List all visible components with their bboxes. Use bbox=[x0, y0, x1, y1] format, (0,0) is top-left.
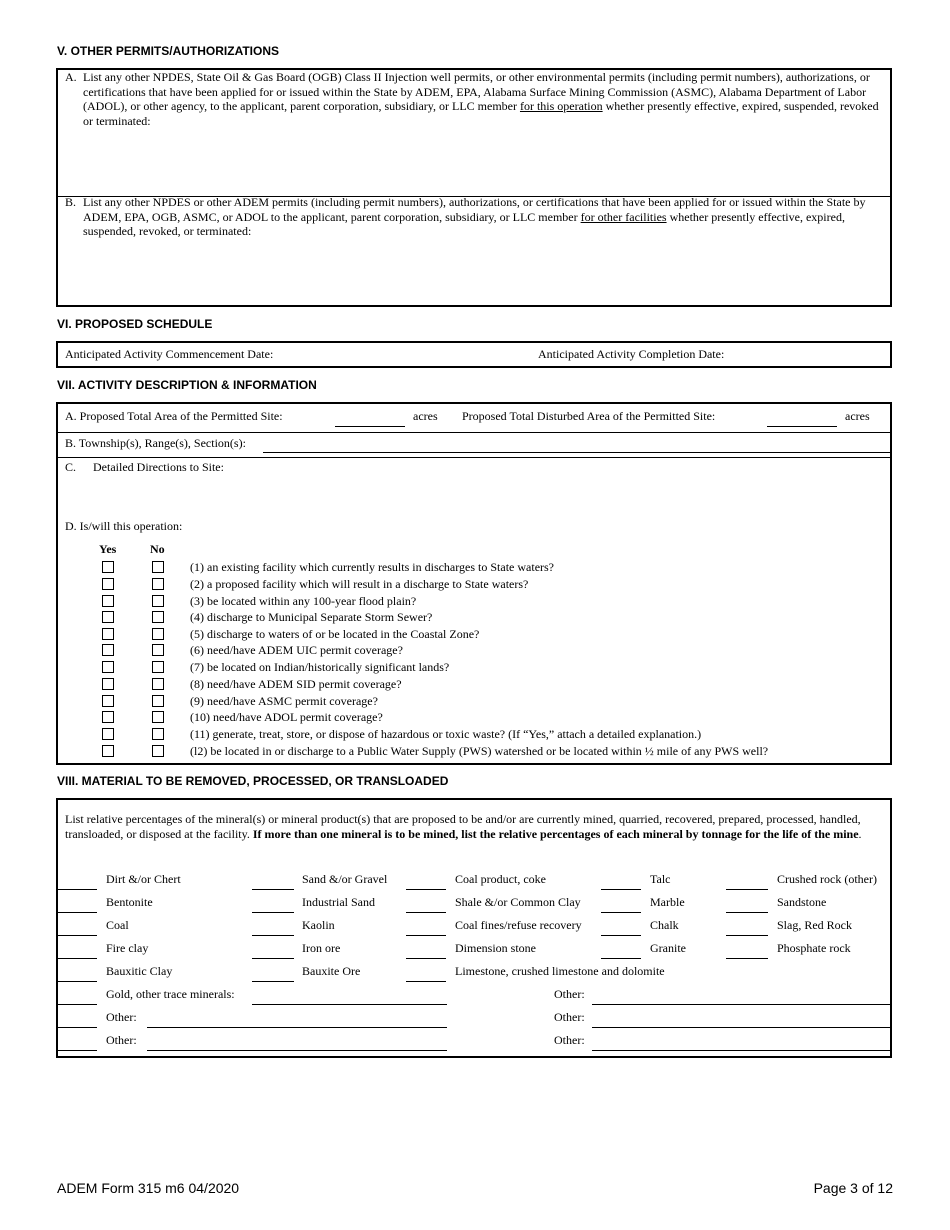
percent-field[interactable] bbox=[601, 912, 641, 913]
mineral-label: Bauxitic Clay bbox=[106, 964, 173, 978]
item-b-text: List any other NPDES or other ADEM permits (including permit numbers), authorizations, or certifications that have been applied for or issued within the State by ADEM, EPA, OGB, ASMC, or ADOL to the applicant, parent corporation, subsidiary, or LLC member for other facilities whether presently effective, expired, suspended, revoked, or terminated: bbox=[83, 195, 866, 238]
q7-no-checkbox[interactable] bbox=[152, 661, 164, 673]
mineral-label: Shale &/or Common Clay bbox=[455, 895, 581, 909]
mineral-label: Limestone, crushed limestone and dolomite bbox=[455, 964, 665, 978]
mineral-label: Slag, Red Rock bbox=[777, 918, 852, 932]
q10-yes-checkbox[interactable] bbox=[102, 711, 114, 723]
other-detail-field[interactable] bbox=[592, 1050, 892, 1051]
mineral-label: Crushed rock (other) bbox=[777, 872, 877, 886]
q2-yes-checkbox[interactable] bbox=[102, 578, 114, 590]
question-text: (7) be located on Indian/historically significant lands? bbox=[190, 660, 450, 674]
other-detail-field[interactable] bbox=[147, 1027, 447, 1028]
acres-unit: acres bbox=[413, 409, 438, 423]
township-field[interactable] bbox=[263, 452, 890, 453]
township-label: B. Township(s), Range(s), Section(s): bbox=[65, 436, 246, 450]
percent-field[interactable] bbox=[57, 1027, 97, 1028]
mineral-label: Bentonite bbox=[106, 895, 153, 909]
percent-field[interactable] bbox=[57, 935, 97, 936]
q1-yes-checkbox[interactable] bbox=[102, 561, 114, 573]
mineral-label: Kaolin bbox=[302, 918, 335, 932]
page-number: Page 3 of 12 bbox=[813, 1180, 893, 1196]
question-text: (9) need/have ASMC permit coverage? bbox=[190, 694, 378, 708]
percent-field[interactable] bbox=[601, 889, 641, 890]
q4-yes-checkbox[interactable] bbox=[102, 611, 114, 623]
other-label: Other: bbox=[106, 1010, 137, 1024]
item-c-label: C. bbox=[65, 460, 77, 474]
section-v-title: V. OTHER PERMITS/AUTHORIZATIONS bbox=[57, 44, 280, 58]
percent-field[interactable] bbox=[406, 958, 446, 959]
gold-label: Gold, other trace minerals: bbox=[106, 987, 235, 1001]
percent-field[interactable] bbox=[57, 1004, 97, 1005]
question-text: (1) an existing facility which currently results in discharges to State waters? bbox=[190, 560, 555, 574]
site-area-field[interactable] bbox=[335, 426, 405, 427]
percent-field[interactable] bbox=[252, 912, 294, 913]
percent-field[interactable] bbox=[252, 958, 294, 959]
disturbed-area-label: Proposed Total Disturbed Area of the Permitted Site: bbox=[462, 409, 716, 423]
other-label: Other: bbox=[106, 1033, 137, 1047]
percent-field[interactable] bbox=[252, 981, 294, 982]
other-detail-field[interactable] bbox=[592, 1027, 892, 1028]
percent-field[interactable] bbox=[57, 889, 97, 890]
completion-date-field[interactable] bbox=[737, 344, 887, 364]
materials-intro: List relative percentages of the mineral(s) or mineral product(s) that are proposed to be and/or are currently mined, quarried, recovered, prepared, processed, handled, transloaded, or disposed at the facility. If more than one mineral is to be mined, list the relative percentages of each mineral by tonnage for the life of the mine. bbox=[65, 812, 862, 841]
mineral-label: Industrial Sand bbox=[302, 895, 375, 909]
question-text: (11) generate, treat, store, or dispose of hazardous or toxic waste? (If “Yes,” attach a detailed explanation.) bbox=[190, 727, 702, 741]
question-text: (6) need/have ADEM UIC permit coverage? bbox=[190, 643, 403, 657]
q6-yes-checkbox[interactable] bbox=[102, 644, 114, 656]
q5-no-checkbox[interactable] bbox=[152, 628, 164, 640]
percent-field[interactable] bbox=[252, 889, 294, 890]
percent-field[interactable] bbox=[57, 912, 97, 913]
yes-column-header: Yes bbox=[99, 542, 117, 556]
question-text: (2) a proposed facility which will result in a discharge to State waters? bbox=[190, 577, 529, 591]
item-a-response-area[interactable] bbox=[60, 130, 888, 192]
mineral-label: Coal bbox=[106, 918, 129, 932]
question-text: (8) need/have ADEM SID permit coverage? bbox=[190, 677, 402, 691]
percent-field[interactable] bbox=[406, 935, 446, 936]
percent-field[interactable] bbox=[406, 981, 446, 982]
percent-field[interactable] bbox=[57, 981, 97, 982]
directions-label: Detailed Directions to Site: bbox=[93, 460, 224, 474]
item-b-response-area[interactable] bbox=[60, 245, 888, 303]
percent-field[interactable] bbox=[726, 958, 768, 959]
item-a-label: A. bbox=[65, 70, 77, 84]
mineral-label: Bauxite Ore bbox=[302, 964, 361, 978]
mineral-label: Talc bbox=[650, 872, 671, 886]
q11-no-checkbox[interactable] bbox=[152, 728, 164, 740]
mineral-label: Sandstone bbox=[777, 895, 827, 909]
completion-date-label: Anticipated Activity Completion Date: bbox=[538, 347, 725, 361]
q8-no-checkbox[interactable] bbox=[152, 678, 164, 690]
other-label: Other: bbox=[554, 1010, 585, 1024]
mineral-label: Fire clay bbox=[106, 941, 149, 955]
q6-no-checkbox[interactable] bbox=[152, 644, 164, 656]
item-a-text: List any other NPDES, State Oil & Gas Board (OGB) Class II Injection well permits, or other environmental permits (including permit numbers), authorizations, or certifications that have been applied for or issued within the State by ADEM, EPA, Alabama Surface Mining Commission (ASMC), Alabama Department of Labor (ADOL), or other agency, to the applicant, parent corporation, subsidiary, or LLC member for this operation whether presently effective, expired, suspended, revoked or terminated: bbox=[83, 70, 879, 128]
percent-field[interactable] bbox=[601, 935, 641, 936]
section-vii-title: VII. ACTIVITY DESCRIPTION & INFORMATION bbox=[57, 378, 317, 392]
item-d-label: D. Is/will this operation: bbox=[65, 519, 183, 533]
section-viii-title: VIII. MATERIAL TO BE REMOVED, PROCESSED, OR TRANSLOADED bbox=[57, 774, 449, 788]
commencement-date-label: Anticipated Activity Commencement Date: bbox=[65, 347, 274, 361]
question-text: (4) discharge to Municipal Separate Storm Sewer? bbox=[190, 610, 433, 624]
percent-field[interactable] bbox=[406, 912, 446, 913]
q5-yes-checkbox[interactable] bbox=[102, 628, 114, 640]
q12-no-checkbox[interactable] bbox=[152, 745, 164, 757]
question-text: (5) discharge to waters of or be located in the Coastal Zone? bbox=[190, 627, 480, 641]
percent-field[interactable] bbox=[601, 958, 641, 959]
form-number: ADEM Form 315 m6 04/2020 bbox=[57, 1180, 240, 1196]
mineral-label: Dirt &/or Chert bbox=[106, 872, 181, 886]
divider bbox=[58, 432, 890, 433]
gold-detail-field[interactable] bbox=[252, 1004, 447, 1005]
mineral-label: Phosphate rock bbox=[777, 941, 851, 955]
q12-yes-checkbox[interactable] bbox=[102, 745, 114, 757]
percent-field[interactable] bbox=[57, 958, 97, 959]
mineral-label: Coal product, coke bbox=[455, 872, 546, 886]
other-label: Other: bbox=[554, 1033, 585, 1047]
percent-field[interactable] bbox=[726, 935, 768, 936]
q3-no-checkbox[interactable] bbox=[152, 595, 164, 607]
q7-yes-checkbox[interactable] bbox=[102, 661, 114, 673]
mineral-label: Sand &/or Gravel bbox=[302, 872, 388, 886]
q9-no-checkbox[interactable] bbox=[152, 695, 164, 707]
other-label: Other: bbox=[554, 987, 585, 1001]
other-detail-field[interactable] bbox=[147, 1050, 447, 1051]
acres-unit: acres bbox=[845, 409, 870, 423]
site-area-label: A. Proposed Total Area of the Permitted Site: bbox=[65, 409, 283, 423]
item-b-label: B. bbox=[65, 195, 77, 209]
q8-yes-checkbox[interactable] bbox=[102, 678, 114, 690]
percent-field[interactable] bbox=[406, 889, 446, 890]
question-text: (l2) be located in or discharge to a Public Water Supply (PWS) watershed or be located within ½ mile of any PWS well? bbox=[190, 744, 769, 758]
section-vi-title: VI. PROPOSED SCHEDULE bbox=[57, 317, 213, 331]
mineral-label: Marble bbox=[650, 895, 685, 909]
q11-yes-checkbox[interactable] bbox=[102, 728, 114, 740]
q4-no-checkbox[interactable] bbox=[152, 611, 164, 623]
q1-no-checkbox[interactable] bbox=[152, 561, 164, 573]
mineral-label: Chalk bbox=[650, 918, 679, 932]
directions-field[interactable] bbox=[240, 460, 885, 510]
mineral-label: Dimension stone bbox=[455, 941, 536, 955]
percent-field[interactable] bbox=[252, 935, 294, 936]
q9-yes-checkbox[interactable] bbox=[102, 695, 114, 707]
question-text: (10) need/have ADOL permit coverage? bbox=[190, 710, 383, 724]
other-detail-field[interactable] bbox=[592, 1004, 892, 1005]
no-column-header: No bbox=[150, 542, 165, 556]
q10-no-checkbox[interactable] bbox=[152, 711, 164, 723]
commencement-date-field[interactable] bbox=[285, 344, 525, 364]
mineral-label: Coal fines/refuse recovery bbox=[455, 918, 582, 932]
q3-yes-checkbox[interactable] bbox=[102, 595, 114, 607]
percent-field[interactable] bbox=[57, 1050, 97, 1051]
disturbed-area-field[interactable] bbox=[767, 426, 837, 427]
percent-field[interactable] bbox=[726, 912, 768, 913]
mineral-label: Iron ore bbox=[302, 941, 341, 955]
percent-field[interactable] bbox=[726, 889, 768, 890]
q2-no-checkbox[interactable] bbox=[152, 578, 164, 590]
question-text: (3) be located within any 100-year flood plain? bbox=[190, 594, 417, 608]
divider bbox=[58, 457, 890, 458]
mineral-label: Granite bbox=[650, 941, 686, 955]
